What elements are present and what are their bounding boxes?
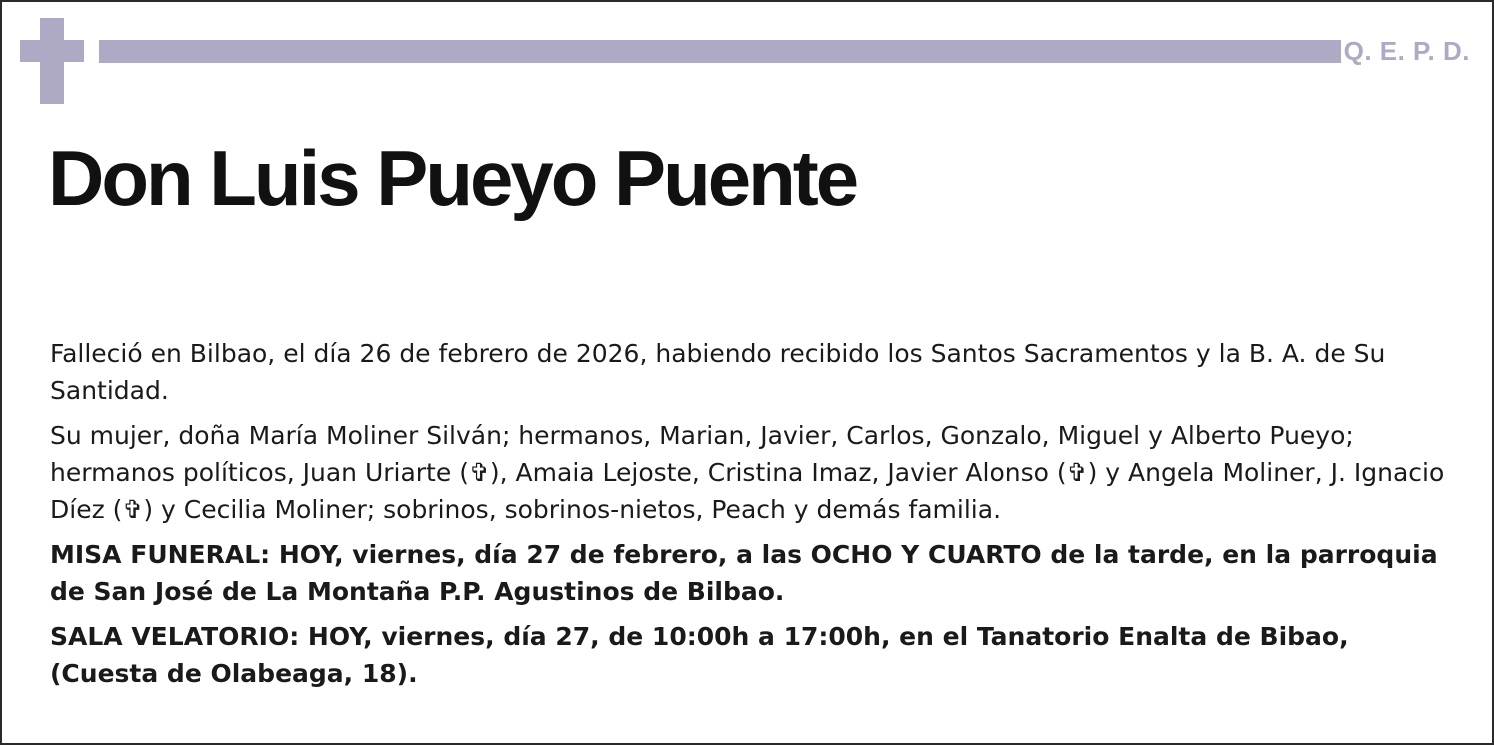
family-paragraph: Su mujer, doña María Moliner Silván; hermanos, Marian, Javier, Carlos, Gonzalo, Miguel y Alberto Pueyo; hermanos políticos, Juan Uriarte (✞), Amaia Lejoste, Cristina Imaz, Javier Alonso (✞) y Angela Moliner, J. Ignacio Díez (✞) y Cecilia Moliner; sobrinos, sobrinos-nietos, Peach y demás familia. <box>50 417 1450 528</box>
qepd-label: Q. E. P. D. <box>1343 36 1470 66</box>
deceased-cross-icon: ✞ <box>1066 458 1088 487</box>
header-rule <box>99 40 1341 63</box>
latin-cross-icon <box>20 18 84 104</box>
deceased-name: Don Luis Pueyo Puente <box>48 134 857 222</box>
funeral-mass-paragraph: MISA FUNERAL: HOY, viernes, día 27 de febrero, a las OCHO Y CUARTO de la tarde, en la parroquia de San José de La Montaña P.P. Agustinos de Bilbao. <box>50 540 1438 606</box>
deceased-cross-icon: ✞ <box>122 495 144 524</box>
wake-room-paragraph: SALA VELATORIO: HOY, viernes, día 27, de 10:00h a 17:00h, en el Tanatorio Enalta de Bibao, (Cuesta de Olabeaga, 18). <box>50 622 1349 688</box>
notice-body <box>50 335 1450 700</box>
death-paragraph: Falleció en Bilbao, el día 26 de febrero de 2026, habiendo recibido los Santos Sacramentos y la B. A. de Su Santidad. <box>50 339 1386 405</box>
deceased-cross-icon: ✞ <box>468 458 490 487</box>
